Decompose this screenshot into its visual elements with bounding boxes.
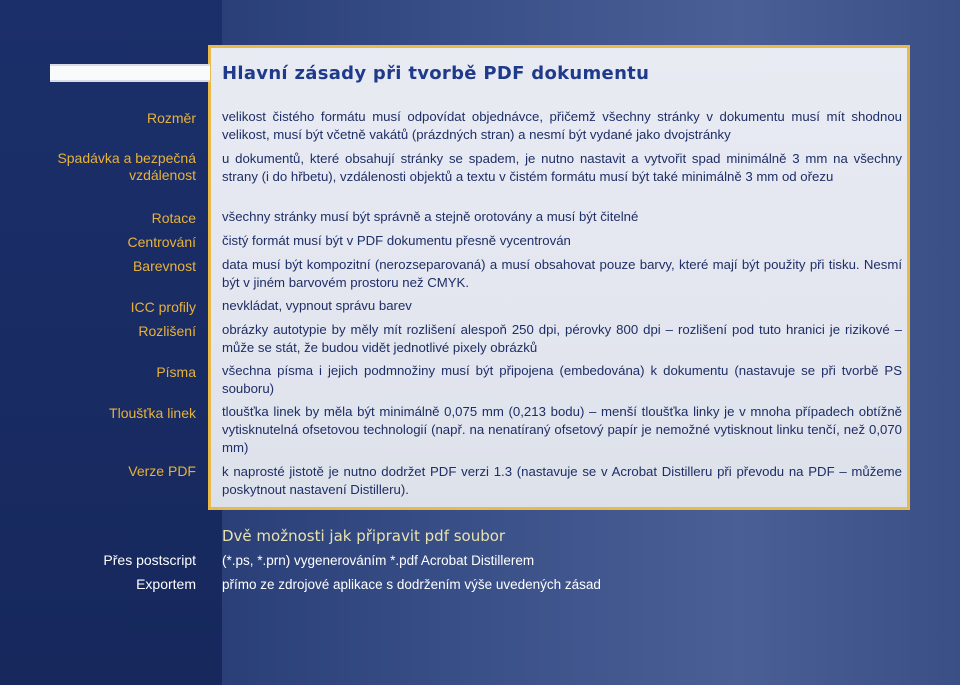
option-text-postscript: (*.ps, *.prn) vygenerováním *.pdf Acrobat Distillerem: [222, 553, 535, 568]
rule-label-line-weight: Tloušťka linek: [109, 405, 196, 421]
rule-text-resolution: obrázky autotypie by měly mít rozlišení alespoň 250 dpi, pérovky 800 dpi – rozlišení pod tuto hranici je rizikové – může se stát, že budou vidět jednotlivé pixely obrázků: [222, 322, 902, 355]
option-text-export: přímo ze zdrojové aplikace s dodržením výše uvedených zásad: [222, 577, 601, 592]
title-accent-highlight: [50, 66, 210, 80]
rule-label-size: Rozměr: [146, 110, 196, 126]
rule-label-fonts: Písma: [156, 364, 196, 380]
page-title: Hlavní zásady při tvorbě PDF dokumentu: [222, 63, 650, 84]
rule-text-rotation: všechny stránky musí být správně a stejně orotovány a musí být čitelné: [222, 209, 639, 224]
rule-label-centering: Centrování: [127, 234, 196, 250]
rule-label-resolution: Rozlišení: [138, 323, 196, 339]
rule-text-fonts: všechna písma i jejich podmnožiny musí být připojena (embedována) k dokumentu (nastavuje se při tvorbě PS souboru): [222, 363, 902, 396]
rule-label-color: Barevnost: [132, 258, 196, 274]
option-label-export: Exportem: [136, 576, 196, 592]
rule-text-pdf-version: k naprosté jistotě je nutno dodržet PDF verzi 1.3 (nastavuje se v Acrobat Distilleru při převodu na PDF – můžeme poskytnout nastavení Distilleru).: [222, 464, 902, 497]
rule-label-rotation: Rotace: [151, 210, 196, 226]
rule-text-color: data musí být kompozitní (nerozseparovaná) a musí obsahovat pouze barvy, které mají být použity při tisku. Nesmí být v jiném barvovém prostoru než CMYK.: [222, 257, 902, 290]
rule-label-icc: ICC profily: [130, 299, 196, 315]
rule-label-bleed: Spadávka a bezpečná vzdálenost: [57, 150, 196, 183]
rule-text-centering: čistý formát musí být v PDF dokumentu přesně vycentrován: [222, 233, 571, 248]
options-title: Dvě možnosti jak připravit pdf soubor: [222, 527, 506, 545]
rule-text-line-weight: tloušťka linek by měla být minimálně 0,075 mm (0,213 bodu) – menší tloušťka linky je v mnoha případech obtížně vytisknutelná ofsetovou technologií (např. na nenatíraný ofsetový papír je nemožné vytisknout linku tenčí, než 0,070 mm): [222, 404, 902, 455]
option-label-postscript: Přes postscript: [103, 552, 196, 568]
rule-text-size: velikost čistého formátu musí odpovídat objednávce, přičemž všechny stránky v dokumentu musí mít shodnou velikost, musí být včetně vakátů (prázdných stran) a nesmí být vydané jako dvojstránky: [222, 109, 902, 142]
rule-text-icc: nevkládat, vypnout správu barev: [222, 298, 412, 313]
rule-text-bleed: u dokumentů, které obsahují stránky se spadem, je nutno nastavit a vytvořit spad minimálně 3 mm na všechny strany (i do hřbetu), vzdálenosti objektů a textu v čistém formátu musí být také minimálně 3 mm od ořezu: [222, 151, 902, 184]
rule-label-pdf-version: Verze PDF: [128, 463, 196, 479]
